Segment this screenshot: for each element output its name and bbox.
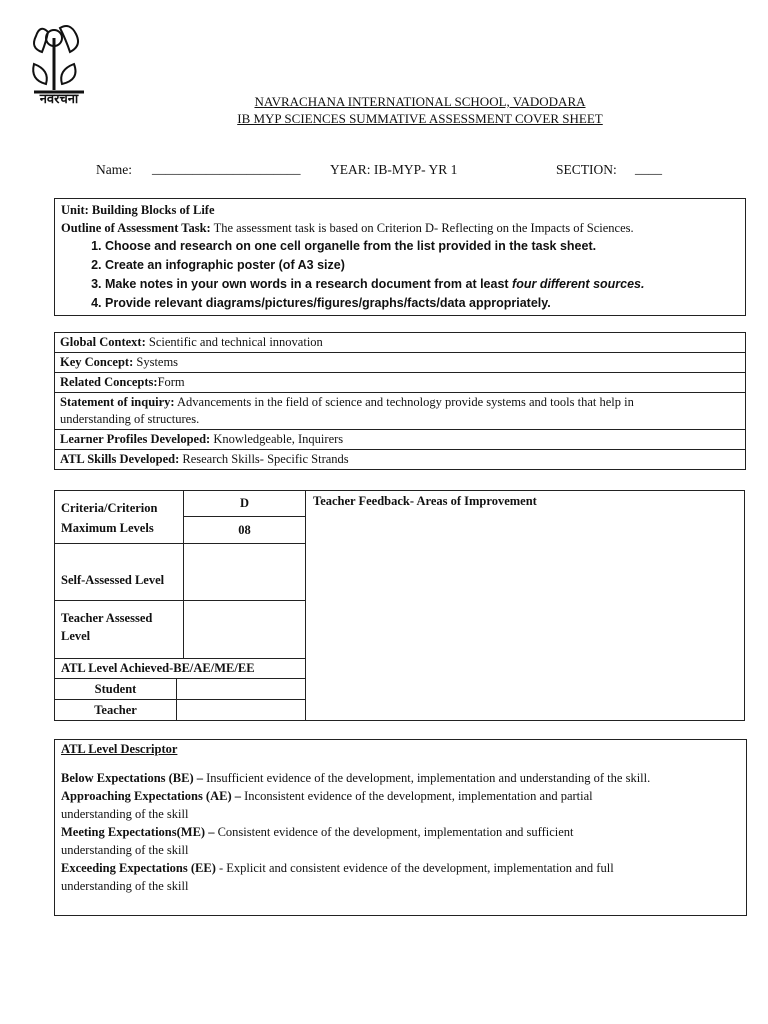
table-row: Related Concepts:Form — [55, 373, 746, 393]
atl-achieved-label: ATL Level Achieved-BE/AE/ME/EE — [61, 661, 255, 675]
student-label: Student — [94, 682, 137, 696]
task-item: 4. Provide relevant diagrams/pictures/figures/graphs/facts/data appropriately. — [105, 294, 644, 313]
max-level-value: 08 — [238, 523, 251, 537]
section-label: SECTION: — [556, 162, 617, 177]
criteria-label: Criteria/Criterion — [61, 501, 158, 515]
school-name: NAVRACHANA INTERNATIONAL SCHOOL, VADODARA — [254, 94, 586, 109]
self-assessed-label: Self-Assessed Level — [61, 573, 165, 587]
table-row: Statement of inquiry: Advancements in the field of science and technology provide systems and tools that help in understanding of structures. — [55, 393, 746, 430]
teacher-assessed-field[interactable] — [184, 601, 305, 659]
criterion-value: D — [239, 496, 250, 510]
table-row: Global Context: Scientific and technical innovation — [55, 333, 746, 353]
teacher-atl-field[interactable] — [177, 700, 305, 720]
logo-wordmark: नवरचना — [39, 92, 79, 107]
task-list — [55, 237, 644, 313]
table-row: Key Concept: Systems — [55, 353, 746, 373]
name-label: Name: — [96, 162, 132, 177]
context-table — [54, 332, 746, 470]
me-descriptor: Meeting Expectations(ME) – Consistent evidence of the development, implementation and sufficient understanding of the skill — [61, 825, 574, 857]
descriptor-title: ATL Level Descriptor — [61, 742, 178, 756]
task-item: 1. Choose and research on one cell organelle from the list provided in the task sheet. — [105, 237, 644, 256]
teacher-feedback-area[interactable] — [306, 515, 742, 719]
teacher-assessed-label: Teacher Assessed Level — [61, 611, 153, 643]
outline-text: The assessment task is based on Criterion D- Reflecting on the Impacts of Sciences. — [210, 221, 634, 235]
table-row: Learner Profiles Developed: Knowledgeable, Inquirers — [55, 430, 746, 450]
criteria-box — [54, 490, 745, 721]
sheet-title: IB MYP SCIENCES SUMMATIVE ASSESSMENT COVER SHEET — [237, 111, 603, 126]
teacher-feedback-label: Teacher Feedback- Areas of Improvement — [313, 494, 537, 508]
unit-box — [54, 198, 746, 316]
be-descriptor: Below Expectations (BE) – Insufficient evidence of the development, implementation and understanding of the skill. — [61, 771, 651, 785]
self-assessed-field[interactable] — [184, 544, 305, 601]
outline-label: Outline of Assessment Task: — [61, 221, 211, 235]
task-item: 2. Create an infographic poster (of A3 size) — [105, 256, 644, 275]
year-text: YEAR: IB-MYP- YR 1 — [330, 162, 458, 177]
ee-descriptor: Exceeding Expectations (EE) - Explicit and consistent evidence of the development, implementation and full understanding of the skill — [61, 861, 614, 893]
teacher-label: Teacher — [94, 703, 137, 717]
unit-title: Unit: Building Blocks of Life — [61, 203, 215, 217]
ae-descriptor: Approaching Expectations (AE) – Inconsistent evidence of the development, implementation and partial understanding of the skill — [61, 789, 593, 821]
name-field[interactable]: ______________________ — [152, 161, 301, 176]
student-atl-field[interactable] — [177, 679, 305, 700]
section-field[interactable]: ____ — [635, 161, 662, 176]
atl-descriptor-box — [54, 739, 747, 916]
table-row: ATL Skills Developed: Research Skills- Specific Strands — [55, 450, 746, 470]
max-levels-label: Maximum Levels — [61, 521, 154, 535]
task-item: 3. Make notes in your own words in a research document from at least four different sources. — [105, 275, 644, 294]
